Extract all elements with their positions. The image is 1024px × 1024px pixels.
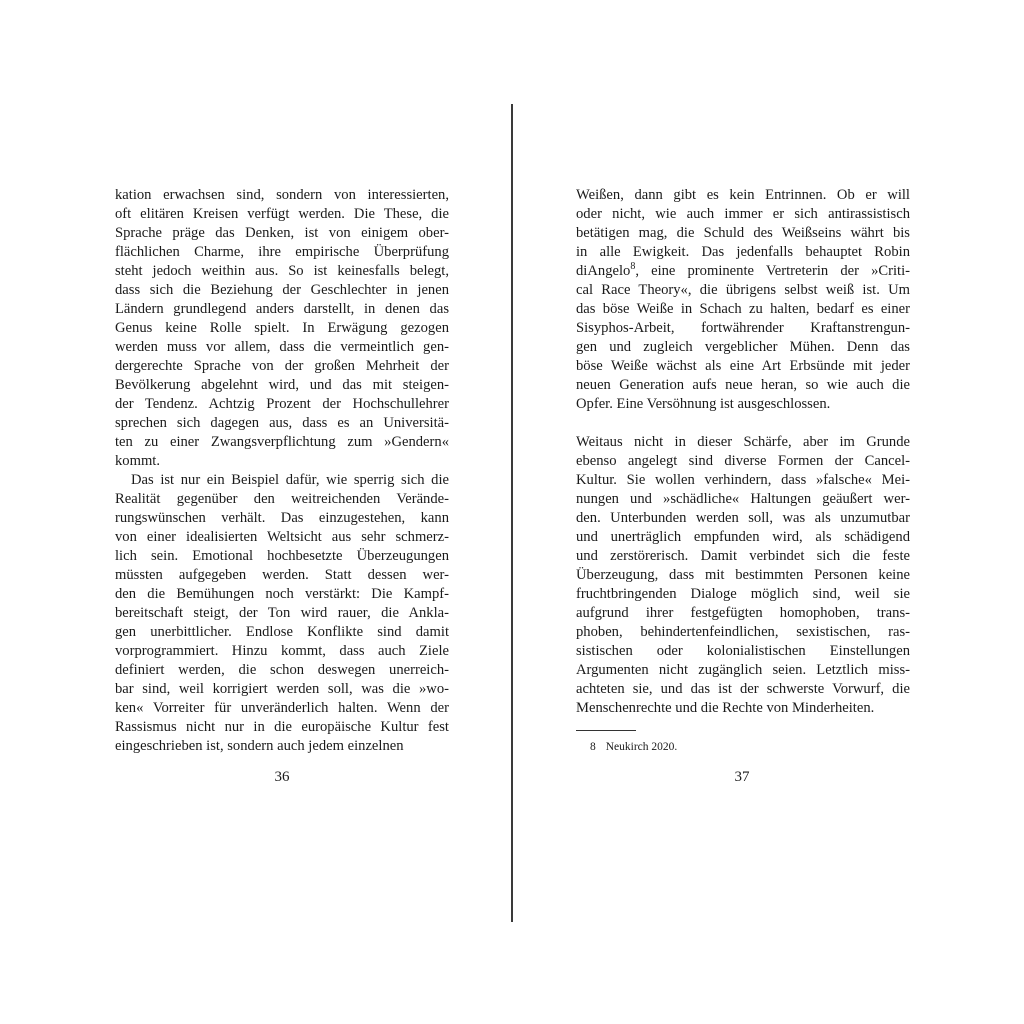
page-gutter-divider <box>511 104 513 922</box>
right-page <box>576 186 910 755</box>
left-page <box>115 186 449 756</box>
text-line: diAngelo$^8$, eine prominente Vertreterin der »Criti- <box>576 262 910 279</box>
text-line: Genus keine Rolle spielt. In Erwägung gezogen <box>115 320 449 336</box>
text-line: Realität gegenüber den weitreichenden Verände- <box>115 491 449 507</box>
text-line: böse Weiße wächst als eine Art Erbsünde mit jeder <box>576 358 910 374</box>
text-line: das böse Weiße in Schach zu halten, bedarf es einer <box>576 301 910 317</box>
text-line: Weitaus nicht in dieser Schärfe, aber im Grunde <box>576 434 910 450</box>
page-number-left: 36 <box>274 769 290 785</box>
text-line: und unerträglich empfunden wird, als schädigend <box>576 529 910 545</box>
text-line: ken« Vorreiter für unveränderlich halten. Wenn der <box>115 700 449 716</box>
text-line: kommt. <box>115 453 160 469</box>
footnote-rule <box>576 730 636 731</box>
text-line: sprechen sich dagegen aus, dass es an Universitä- <box>115 415 449 431</box>
text-line: Argumenten nicht zugänglich seien. Letztlich miss- <box>576 662 910 678</box>
text-line: fruchtbringenden Dialoge möglich sind, weil sie <box>576 586 910 602</box>
text-line: und zerstörerisch. Damit verbindet sich die feste <box>576 548 910 564</box>
right-paragraph-1 <box>576 186 910 262</box>
text-line: Sprache präge das Denken, ist von einigem ober- <box>115 225 449 241</box>
text-line: betätigen mag, die Schuld des Weißseins währt bis <box>576 225 910 241</box>
text-line: dass sich die Beziehung der Geschlechter in jenen <box>115 282 449 298</box>
text-line: achteten sie, und das ist der schwerste Vorwurf, die <box>576 681 910 697</box>
text-line: cal Race Theory«, die übrigens selbst weiß ist. Um <box>576 282 910 298</box>
text-line: vorprogrammiert. Hinzu kommt, dass auch Ziele <box>115 643 449 659</box>
text-line: kation erwachsen sind, sondern von interessierten, <box>115 187 449 203</box>
text-line: gen unerbittlicher. Endlose Konflikte sind damit <box>115 624 449 640</box>
text-line: den die Bemühungen noch verstärkt: Die Kampf- <box>115 586 449 602</box>
text-line: Kultur. Sie wollen verhindern, dass »falsche« Mei- <box>576 472 910 488</box>
text-line: Rassismus nicht nur in die europäische Kultur fest <box>115 719 449 735</box>
text-line: eingeschrieben ist, sondern auch jedem einzelnen <box>115 738 404 754</box>
text-line: nungen und »schädliche« Haltungen geäußert wer- <box>576 491 910 507</box>
text-line: in alle Ewigkeit. Das jedenfalls behauptet Robin <box>576 244 910 260</box>
text-line: oft elitären Kreisen verfügt werden. Die These, die <box>115 206 449 222</box>
text-line: lich sein. Emotional hochbesetzte Überzeugungen <box>115 548 449 564</box>
text-line: dergerechte Sprache von der großen Mehrheit der <box>115 358 449 374</box>
text-line: steht jedoch weithin aus. So ist keinesfalls belegt, <box>115 263 449 279</box>
text-line: ebenso angelegt sind diverse Formen der Cancel- <box>576 453 910 469</box>
text-line: Bevölkerung abgelehnt wird, und das mit steigen- <box>115 377 449 393</box>
text-line: Ländern grundlegend anders darstellt, in denen das <box>115 301 449 317</box>
text-line: müssten aufgegeben werden. Statt dessen wer- <box>115 567 449 583</box>
text-line: Das ist nur ein Beispiel dafür, wie sperrig sich die <box>131 472 449 488</box>
text-line: bereitschaft steigt, der Ton wird rauer, die Ankla- <box>115 605 449 621</box>
text-line: von einer idealisierten Weltsicht aus sehr schmerz- <box>115 529 449 545</box>
page-number-right: 37 <box>734 769 750 785</box>
paragraph-gap <box>576 414 910 433</box>
footnote-reference[interactable]: 8 <box>630 262 636 273</box>
text-line: Überzeugung, dass mit bestimmten Personen keine <box>576 567 910 583</box>
right-paragraph-2 <box>576 433 910 718</box>
text-line: phoben, behindertenfeindlichen, sexistischen, ras- <box>576 624 910 640</box>
text-line: der Tendenz. Achtzig Prozent der Hochschullehrer <box>115 396 449 412</box>
text-line: sistischen oder kolonialistischen Einstellungen <box>576 643 910 659</box>
text-line: den. Unterbunden werden soll, was als unzumutbar <box>576 510 910 526</box>
text-line: Weißen, dann gibt es kein Entrinnen. Ob er will <box>576 187 910 203</box>
text-line: neuen Generation aufs neue heran, so wie auch die <box>576 377 910 393</box>
left-page-text <box>115 186 449 756</box>
text-line: Sisyphos-Arbeit, fortwährender Kraftanstrengun- <box>576 320 910 336</box>
text-line: werden muss vor allem, dass die vermeintlich gen- <box>115 339 449 355</box>
text-line: definiert werden, die schon deswegen unerreich- <box>115 662 449 678</box>
text-line: rungswünschen verhält. Das einzugestehen, kann <box>115 510 449 526</box>
text-line: Opfer. Eine Versöhnung ist ausgeschlossen. <box>576 396 831 412</box>
text-line: gen und zugleich vergeblicher Mühen. Denn das <box>576 339 910 355</box>
text-line: bar sind, weil korrigiert werden soll, was die »wo- <box>115 681 449 697</box>
footnote <box>576 739 910 755</box>
text-line: Menschenrechte und die Rechte von Minderheiten. <box>576 700 875 716</box>
right-paragraph-1-continued <box>576 281 910 414</box>
text-line: ten zu einer Zwangsverpflichtung zum »Gendern« <box>115 434 449 450</box>
footnote-number: 8 <box>590 741 596 753</box>
footnote-text: Neukirch 2020. <box>605 741 678 753</box>
text-line: aufgrund ihrer festgefügten homophoben, trans- <box>576 605 910 621</box>
text-line: flächlichen Charme, ihre empirische Überprüfung <box>115 244 449 260</box>
text-line: oder nicht, wie auch immer er sich antirassistisch <box>576 206 910 222</box>
